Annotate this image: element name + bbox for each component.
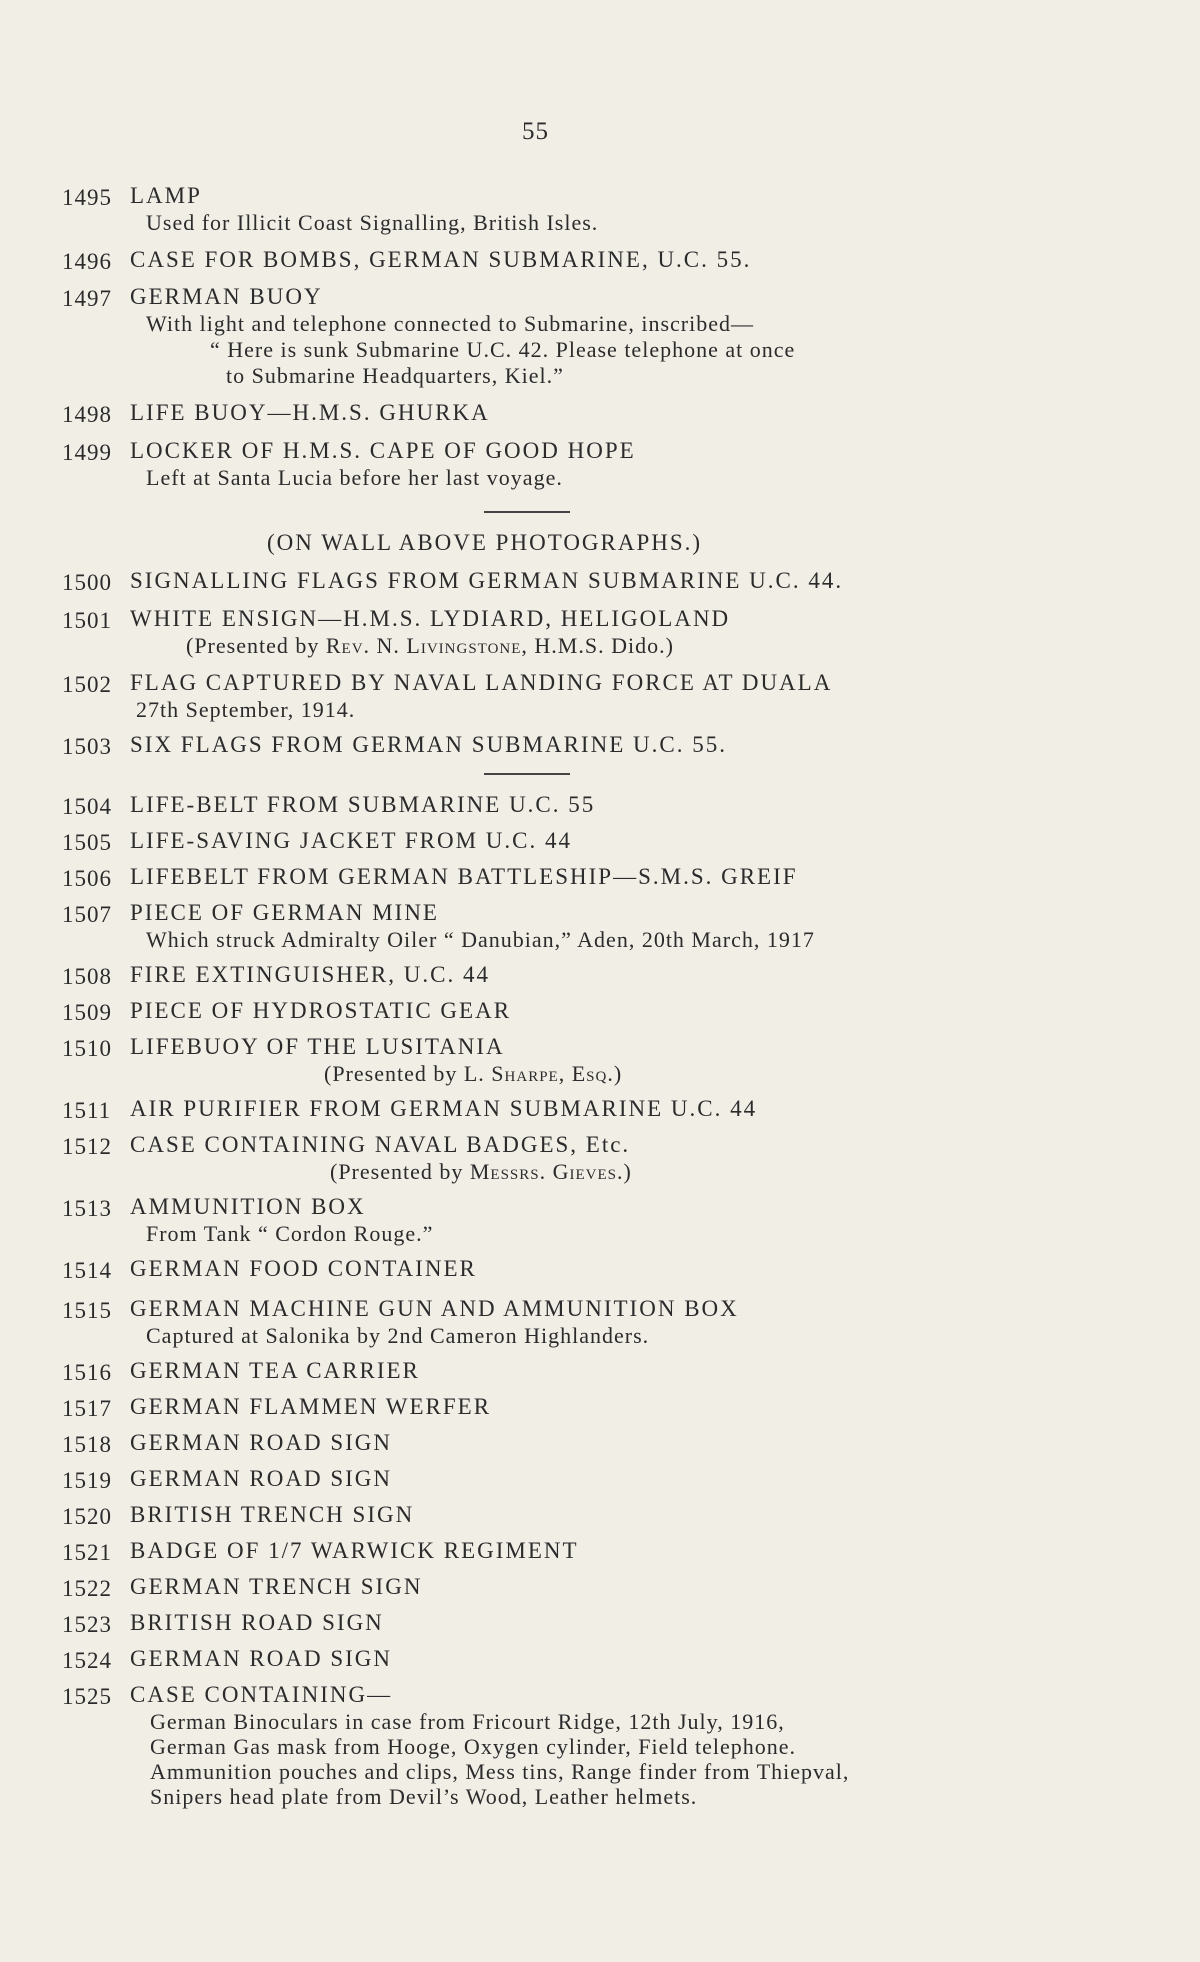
entry-number: 1523 bbox=[62, 1612, 112, 1637]
section-divider bbox=[484, 773, 570, 775]
entry-number: 1506 bbox=[62, 866, 112, 891]
entry-title: GERMAN MACHINE GUN AND AMMUNITION BOX bbox=[130, 1296, 739, 1321]
entry-1513 bbox=[62, 1193, 1052, 1247]
entry-number: 1517 bbox=[62, 1396, 112, 1421]
entry-description: German Binoculars in case from Fricourt Ridge, 12th July, 1916, bbox=[150, 1709, 785, 1734]
entry-number: 1524 bbox=[62, 1648, 112, 1673]
entry-description: Ammunition pouches and clips, Mess tins, Range finder from Thiepval, bbox=[150, 1759, 850, 1784]
entry-number: 1522 bbox=[62, 1576, 112, 1601]
entry-1504 bbox=[62, 791, 1052, 819]
entry-1496 bbox=[62, 246, 1052, 274]
entry-number: 1498 bbox=[62, 402, 112, 427]
entry-title: FIRE EXTINGUISHER, U.C. 44 bbox=[130, 962, 490, 987]
entry-number: 1520 bbox=[62, 1504, 112, 1529]
entry-title: GERMAN ROAD SIGN bbox=[130, 1466, 393, 1491]
entry-description: Which struck Admiralty Oiler “ Danubian,” Aden, 20th March, 1917 bbox=[146, 927, 815, 952]
entry-1502 bbox=[62, 669, 1052, 723]
entry-title: GERMAN TEA CARRIER bbox=[130, 1358, 420, 1383]
entry-number: 1511 bbox=[62, 1098, 112, 1123]
credit-prefix: (Presented by bbox=[186, 633, 326, 658]
entry-1523 bbox=[62, 1609, 1052, 1637]
entry-1519 bbox=[62, 1465, 1052, 1493]
credit-name: Rev. N. Livingstone bbox=[325, 633, 522, 658]
section-heading: (ON WALL ABOVE PHOTOGRAPHS.) bbox=[267, 530, 703, 555]
entry-number: 1501 bbox=[62, 608, 112, 633]
entry-title: WHITE ENSIGN—H.M.S. LYDIARD, HELIGOLAND bbox=[130, 606, 731, 631]
entry-1510 bbox=[62, 1033, 1052, 1087]
entry-title: GERMAN ROAD SIGN bbox=[130, 1646, 393, 1671]
entry-1507 bbox=[62, 899, 1052, 953]
entry-title: AIR PURIFIER FROM GERMAN SUBMARINE U.C. 44 bbox=[130, 1096, 758, 1121]
entry-number: 1497 bbox=[62, 286, 112, 311]
entry-number: 1499 bbox=[62, 440, 112, 465]
entry-title: PIECE OF HYDROSTATIC GEAR bbox=[130, 998, 512, 1023]
entry-description: From Tank “ Cordon Rouge.” bbox=[146, 1221, 434, 1246]
entry-title: CASE CONTAINING— bbox=[130, 1682, 393, 1707]
entry-title: SIGNALLING FLAGS FROM GERMAN SUBMARINE U.C. 44. bbox=[130, 568, 844, 593]
entry-1505 bbox=[62, 827, 1052, 855]
entry-1515 bbox=[62, 1295, 1052, 1349]
credit-suffix: ) bbox=[613, 1061, 623, 1086]
credit-prefix: (Presented by bbox=[324, 1061, 464, 1086]
entry-number: 1510 bbox=[62, 1036, 112, 1061]
entry-title: FLAG CAPTURED BY NAVAL LANDING FORCE AT DUALA bbox=[130, 670, 833, 695]
entry-1525 bbox=[62, 1681, 1052, 1809]
entry-title: LOCKER OF H.M.S. CAPE OF GOOD HOPE bbox=[130, 438, 636, 463]
entry-1499 bbox=[62, 437, 1052, 491]
entry-description: 27th September, 1914. bbox=[136, 697, 356, 722]
entry-title: LAMP bbox=[130, 183, 202, 208]
entry-1514 bbox=[62, 1255, 1052, 1283]
entry-1495 bbox=[62, 182, 1052, 236]
credit-name: Messrs. Gieves. bbox=[469, 1159, 624, 1184]
entry-number: 1508 bbox=[62, 964, 112, 989]
entry-title: GERMAN ROAD SIGN bbox=[130, 1430, 393, 1455]
entry-title: LIFE-SAVING JACKET FROM U.C. 44 bbox=[130, 828, 572, 853]
entry-title: LIFE BUOY—H.M.S. GHURKA bbox=[130, 400, 490, 425]
entry-number: 1495 bbox=[62, 185, 112, 210]
entry-title: CASE FOR BOMBS, GERMAN SUBMARINE, U.C. 55. bbox=[130, 247, 752, 272]
entry-number: 1515 bbox=[62, 1298, 112, 1323]
entry-title: LIFEBUOY OF THE LUSITANIA bbox=[130, 1034, 505, 1059]
page-number: 55 bbox=[522, 118, 549, 145]
entry-1508 bbox=[62, 961, 1052, 989]
credit-prefix: (Presented by bbox=[330, 1159, 470, 1184]
entry-1522 bbox=[62, 1573, 1052, 1601]
entry-number: 1525 bbox=[62, 1684, 112, 1709]
entry-number: 1514 bbox=[62, 1258, 112, 1283]
entry-1509 bbox=[62, 997, 1052, 1025]
entry-1512 bbox=[62, 1131, 1052, 1185]
entry-title: CASE CONTAINING NAVAL BADGES, Etc. bbox=[130, 1132, 631, 1157]
entry-title: GERMAN BUOY bbox=[130, 284, 323, 309]
entry-title: BADGE OF 1/7 WARWICK REGIMENT bbox=[130, 1538, 579, 1563]
entry-number: 1509 bbox=[62, 1000, 112, 1025]
entry-number: 1502 bbox=[62, 672, 112, 697]
entry-number: 1500 bbox=[62, 570, 112, 595]
entry-description: Left at Santa Lucia before her last voyage. bbox=[146, 465, 563, 490]
entry-title: AMMUNITION BOX bbox=[130, 1194, 366, 1219]
entry-1516 bbox=[62, 1357, 1052, 1385]
entry-title: GERMAN FOOD CONTAINER bbox=[130, 1256, 477, 1281]
entry-number: 1507 bbox=[62, 902, 112, 927]
credit-name: L. Sharpe, Esq. bbox=[463, 1061, 614, 1086]
entry-number: 1503 bbox=[62, 734, 112, 759]
entry-credit bbox=[324, 1061, 1052, 1087]
entry-credit bbox=[186, 633, 1052, 659]
entry-1524 bbox=[62, 1645, 1052, 1673]
entry-title: BRITISH TRENCH SIGN bbox=[130, 1502, 415, 1527]
entry-number: 1512 bbox=[62, 1134, 112, 1159]
entry-1506 bbox=[62, 863, 1052, 891]
entry-title: GERMAN TRENCH SIGN bbox=[130, 1574, 423, 1599]
entry-number: 1519 bbox=[62, 1468, 112, 1493]
credit-suffix: ) bbox=[623, 1159, 632, 1184]
entry-description: With light and telephone connected to Submarine, inscribed— bbox=[146, 311, 754, 336]
entry-number: 1496 bbox=[62, 249, 112, 274]
entry-description: “ Here is sunk Submarine U.C. 42. Please telephone at once bbox=[210, 337, 796, 362]
entry-credit bbox=[330, 1159, 1052, 1185]
entry-1517 bbox=[62, 1393, 1052, 1421]
entry-1520 bbox=[62, 1501, 1052, 1529]
credit-suffix: , H.M.S. Dido.) bbox=[521, 633, 674, 658]
entry-description: to Submarine Headquarters, Kiel.” bbox=[226, 363, 564, 388]
entry-number: 1504 bbox=[62, 794, 112, 819]
entry-title: PIECE OF GERMAN MINE bbox=[130, 900, 439, 925]
catalogue-page bbox=[62, 182, 1052, 1809]
entry-number: 1513 bbox=[62, 1196, 112, 1221]
entry-number: 1516 bbox=[62, 1360, 112, 1385]
entry-number: 1505 bbox=[62, 830, 112, 855]
entry-number: 1518 bbox=[62, 1432, 112, 1457]
entry-1501 bbox=[62, 605, 1052, 659]
entry-description: Snipers head plate from Devil’s Wood, Leather helmets. bbox=[150, 1784, 698, 1809]
section-divider bbox=[484, 511, 570, 513]
entry-1500 bbox=[62, 567, 1052, 595]
entry-1521 bbox=[62, 1537, 1052, 1565]
entry-description: Used for Illicit Coast Signalling, British Isles. bbox=[146, 210, 599, 235]
entry-1497 bbox=[62, 283, 1052, 389]
entry-1503 bbox=[62, 731, 1052, 759]
entry-title: LIFE-BELT FROM SUBMARINE U.C. 55 bbox=[130, 792, 596, 817]
entry-number: 1521 bbox=[62, 1540, 112, 1565]
entry-title: SIX FLAGS FROM GERMAN SUBMARINE U.C. 55. bbox=[130, 732, 727, 757]
entry-title: GERMAN FLAMMEN WERFER bbox=[130, 1394, 492, 1419]
entry-description: Captured at Salonika by 2nd Cameron Highlanders. bbox=[146, 1323, 650, 1348]
entry-1518 bbox=[62, 1429, 1052, 1457]
entry-description: German Gas mask from Hooge, Oxygen cylinder, Field telephone. bbox=[150, 1734, 797, 1759]
entry-1511 bbox=[62, 1095, 1052, 1123]
entry-1498 bbox=[62, 399, 1052, 427]
entry-title: LIFEBELT FROM GERMAN BATTLESHIP—S.M.S. GREIF bbox=[130, 864, 798, 889]
entry-title: BRITISH ROAD SIGN bbox=[130, 1610, 384, 1635]
